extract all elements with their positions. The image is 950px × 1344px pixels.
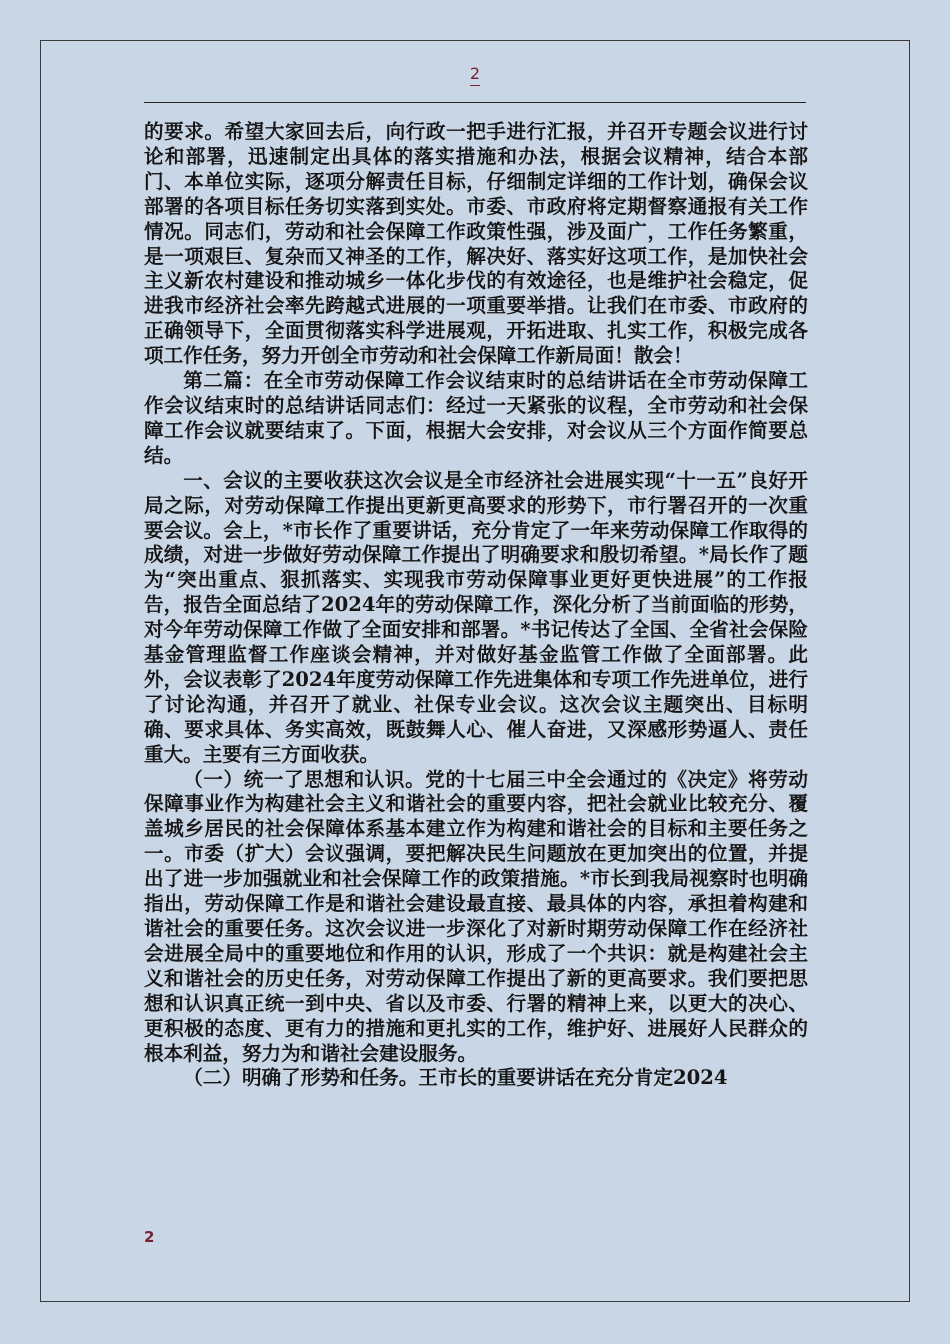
header-page-number: 2 bbox=[462, 64, 488, 83]
footer-page-number: 2 bbox=[144, 1228, 155, 1246]
paragraph-1: 的要求。希望大家回去后，向行政一把手进行汇报，并召开专题会议进行讨论和部署，迅速制定出具体的落实措施和办法，根据会议精神，结合本部门、本单位实际，逐项分解责任目标，仔细制定详细的工作计划，确保会议部署的各项目标任务切实落到实处。市委、市政府将定期督察通报有关工作情况。同志们，劳动和社会保障工作政策性强，涉及面广，工作任务繁重，是一项艰巨、复杂而又神圣的工作，解决好、落实好这项工作，是加快社会主义新农村建设和推动城乡一体化步伐的有效途径，也是维护社会稳定，促进我市经济社会率先跨越式进展的一项重要举措。让我们在市委、市政府的正确领导下，全面贯彻落实科学进展观，开拓进取、扎实工作，积极完成各项工作任务，努力开创全市劳动和社会保障工作新局面！散会！ bbox=[144, 120, 808, 368]
document-body bbox=[144, 120, 808, 1091]
paragraph-3: 一、会议的主要收获这次会议是全市经济社会进展实现“十一五”良好开局之际，对劳动保障工作提出更新更高要求的形势下，市行署召开的一次重要会议。会上，*市长作了重要讲话，充分肯定了一年来劳动保障工作取得的成绩，对进一步做好劳动保障工作提出了明确要求和殷切希望。*局长作了题为“突出重点、狠抓落实、实现我市劳动保障事业更好更快进展”的工作报告，报告全面总结了2024年的劳动保障工作，深化分析了当前面临的形势，对今年劳动保障工作做了全面安排和部署。*书记传达了全国、全省社会保险基金管理监督工作座谈会精神，并对做好基金监管工作做了全面部署。此外，会议表彰了2024年度劳动保障工作先进集体和专项工作先进单位，进行了讨论沟通，并召开了就业、社保专业会议。这次会议主题突出、目标明确、要求具体、务实高效，既鼓舞人心、催人奋进，又深感形势逼人、责任重大。主要有三方面收获。 bbox=[144, 468, 808, 766]
paragraph-5: （二）明确了形势和任务。王市长的重要讲话在充分肯定2024 bbox=[183, 1066, 728, 1090]
header-divider bbox=[144, 102, 806, 103]
paragraph-2: 第二篇：在全市劳动保障工作会议结束时的总结讲话在全市劳动保障工作会议结束时的总结讲话同志们：经过一天紧张的议程，全市劳动和社会保障工作会议就要结束了。下面，根据大会安排，对会议从三个方面作简要总结。 bbox=[144, 369, 808, 467]
paragraph-4: （一）统一了思想和认识。党的十七届三中全会通过的《决定》将劳动保障事业作为构建社会主义和谐社会的重要内容，把社会就业比较充分、覆盖城乡居民的社会保障体系基本建立作为构建和谐社会的目标和主要任务之一。市委（扩大）会议强调，要把解决民生问题放在更加突出的位置，并提出了进一步加强就业和社会保障工作的政策措施。*市长到我局视察时也明确指出，劳动保障工作是和谐社会建设最直接、最具体的内容，承担着构建和谐社会的重要任务。这次会议进一步深化了对新时期劳动保障工作在经济社会进展全局中的重要地位和作用的认识，形成了一个共识：就是构建社会主义和谐社会的历史任务，对劳动保障工作提出了新的更高要求。我们要把思想和认识真正统一到中央、省以及市委、行署的精神上来，以更大的决心、更积极的态度、更有力的措施和更扎实的工作，维护好、进展好人民群众的根本利益，努力为和谐社会建设服务。 bbox=[144, 767, 808, 1065]
